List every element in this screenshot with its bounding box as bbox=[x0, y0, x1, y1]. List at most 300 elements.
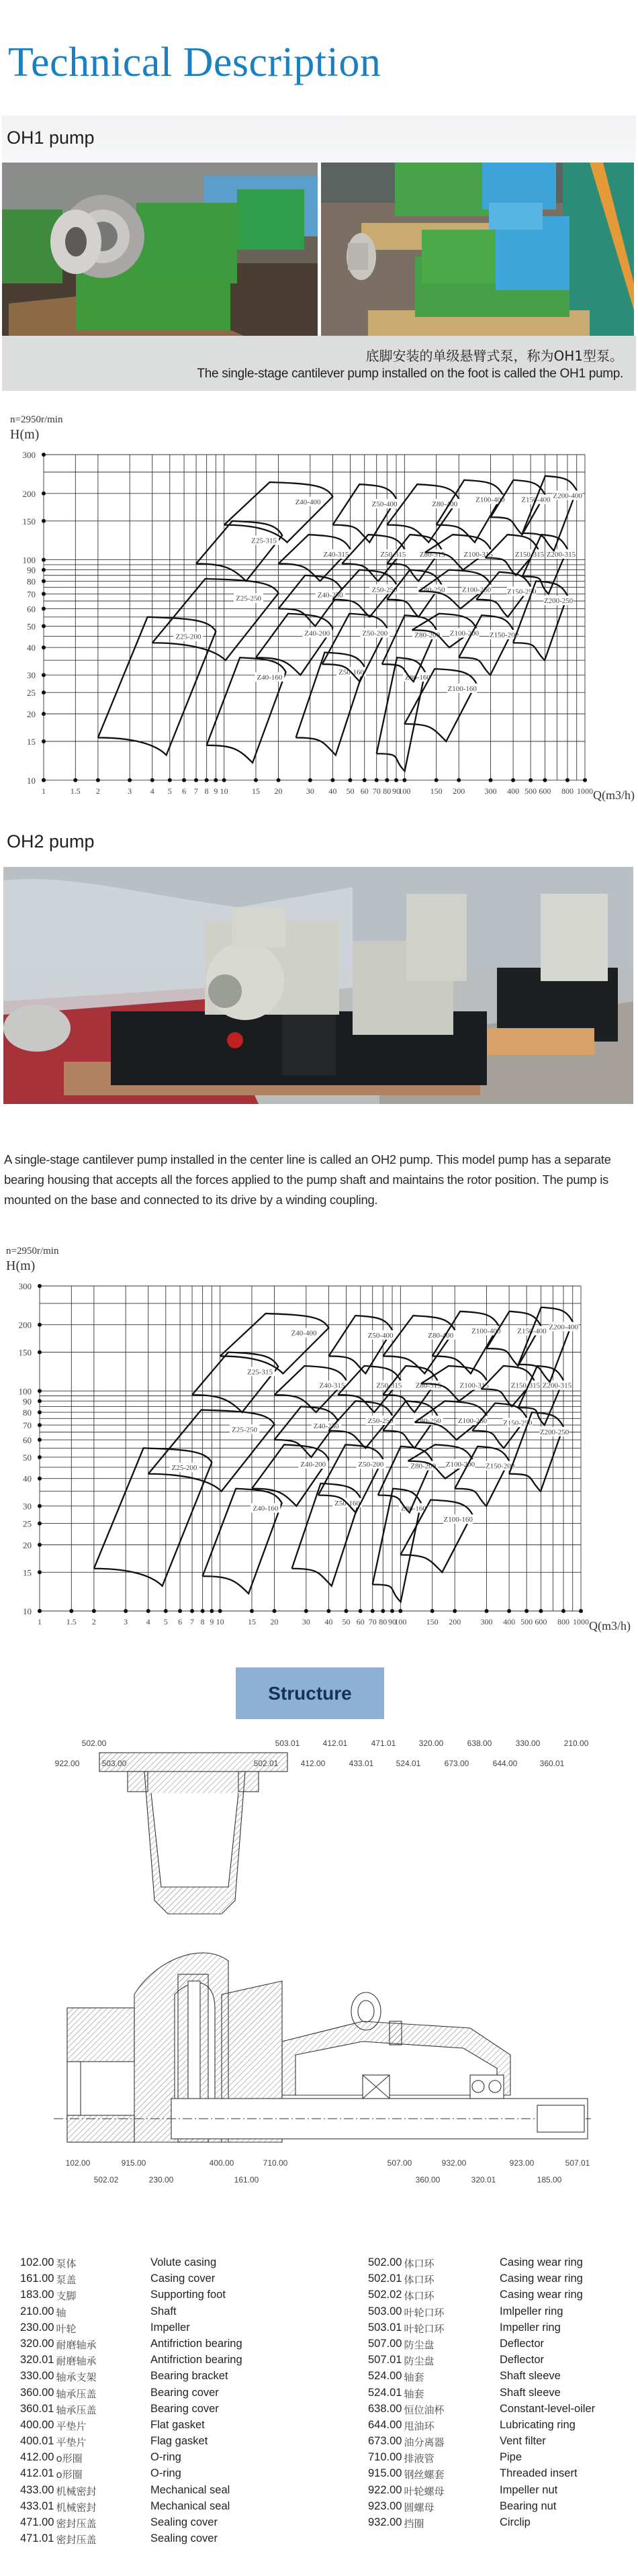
part-name-chinese: 体口环 bbox=[404, 2290, 435, 2303]
svg-text:400.00: 400.00 bbox=[209, 2158, 234, 2168]
parts-list-row bbox=[20, 2272, 216, 2289]
oh1-photo-left bbox=[2, 163, 318, 336]
svg-text:Z150-315: Z150-315 bbox=[514, 550, 545, 559]
oh2-section-label: OH2 pump bbox=[7, 831, 95, 852]
parts-list-row bbox=[20, 2483, 230, 2500]
part-name-english: Lubricating ring bbox=[500, 2418, 576, 2431]
parts-list-row bbox=[368, 2467, 578, 2483]
svg-text:915.00: 915.00 bbox=[121, 2158, 146, 2168]
svg-text:15: 15 bbox=[23, 1567, 32, 1578]
svg-text:Z50-400: Z50-400 bbox=[371, 500, 398, 508]
svg-text:7: 7 bbox=[190, 1617, 195, 1626]
svg-text:500: 500 bbox=[520, 1617, 533, 1626]
part-name-english: Threaded insert bbox=[500, 2467, 578, 2480]
svg-text:Z50-400: Z50-400 bbox=[367, 1331, 394, 1340]
part-number: 320.00 bbox=[20, 2337, 54, 2350]
parts-list-row bbox=[368, 2337, 545, 2354]
parts-list-row bbox=[368, 2289, 583, 2305]
svg-text:507.00: 507.00 bbox=[387, 2158, 412, 2168]
part-name-english: Vent filter bbox=[500, 2435, 546, 2448]
page-title: Technical Description bbox=[8, 40, 381, 85]
svg-text:600: 600 bbox=[535, 1617, 547, 1626]
svg-text:Z150-200: Z150-200 bbox=[489, 631, 519, 639]
svg-text:Z100-160: Z100-160 bbox=[447, 684, 477, 693]
part-number: 161.00 bbox=[20, 2272, 54, 2285]
part-name-english: Bearing nut bbox=[500, 2499, 557, 2512]
oh1-section-label: OH1 pump bbox=[7, 128, 95, 148]
part-name-chinese: 恒位油杯 bbox=[404, 2403, 445, 2416]
svg-text:210.00: 210.00 bbox=[563, 1739, 589, 1748]
part-number: 471.00 bbox=[20, 2516, 54, 2528]
part-name-english: Bearing cover bbox=[150, 2386, 219, 2399]
parts-list-left bbox=[20, 2256, 242, 2548]
svg-text:Z150-315: Z150-315 bbox=[510, 1381, 541, 1390]
svg-text:Z50-250: Z50-250 bbox=[367, 1417, 394, 1426]
svg-text:Z100-200: Z100-200 bbox=[449, 629, 480, 638]
part-name-english: Shaft sleeve bbox=[500, 2386, 561, 2399]
svg-text:Z50-315: Z50-315 bbox=[380, 550, 406, 559]
svg-text:412.01: 412.01 bbox=[322, 1739, 348, 1748]
svg-text:10: 10 bbox=[23, 1606, 32, 1616]
part-name-chinese: 平垫片 bbox=[56, 2436, 87, 2449]
svg-text:300: 300 bbox=[484, 786, 497, 796]
part-name-english: Mechanical seal bbox=[150, 2499, 230, 2512]
parts-list-row bbox=[368, 2435, 546, 2451]
part-name-chinese: 密封压盖 bbox=[56, 2518, 97, 2530]
part-name-chinese: 防尘盘 bbox=[404, 2355, 435, 2368]
svg-text:Z40-200: Z40-200 bbox=[304, 629, 330, 638]
part-name-chinese: 体口环 bbox=[404, 2274, 435, 2287]
parts-list-row bbox=[20, 2467, 181, 2483]
svg-text:502.01: 502.01 bbox=[253, 1759, 279, 1768]
svg-text:644.00: 644.00 bbox=[492, 1759, 518, 1768]
svg-text:H(m): H(m) bbox=[10, 427, 40, 442]
svg-text:400: 400 bbox=[507, 786, 520, 796]
part-number: 433.01 bbox=[20, 2499, 54, 2512]
svg-text:1: 1 bbox=[42, 786, 46, 796]
svg-text:200: 200 bbox=[449, 1617, 461, 1626]
svg-text:Z100-160: Z100-160 bbox=[443, 1516, 473, 1524]
part-name-english: Impeller nut bbox=[500, 2483, 558, 2496]
oh2-performance-chart bbox=[0, 1222, 638, 1639]
svg-text:30: 30 bbox=[23, 1501, 32, 1512]
oh1-header-band bbox=[2, 116, 636, 161]
part-number: 230.00 bbox=[20, 2321, 54, 2334]
svg-text:Z80-160: Z80-160 bbox=[405, 673, 430, 682]
svg-text:500: 500 bbox=[525, 786, 537, 796]
parts-list-row bbox=[20, 2354, 242, 2370]
part-number: 400.01 bbox=[20, 2435, 54, 2448]
svg-text:Z50-160: Z50-160 bbox=[338, 668, 365, 677]
svg-text:923.00: 923.00 bbox=[509, 2158, 535, 2168]
part-number: 915.00 bbox=[368, 2467, 402, 2480]
svg-text:30: 30 bbox=[27, 670, 36, 681]
part-number: 502.00 bbox=[368, 2256, 402, 2268]
svg-text:Z25-200: Z25-200 bbox=[171, 1464, 197, 1473]
parts-list-row bbox=[20, 2289, 226, 2305]
parts-list-row bbox=[368, 2418, 576, 2435]
svg-text:Z25-250: Z25-250 bbox=[232, 1426, 258, 1434]
parts-list-row bbox=[20, 2305, 177, 2321]
part-name-chinese: 泵体 bbox=[56, 2258, 77, 2270]
svg-text:25: 25 bbox=[23, 1518, 32, 1529]
svg-text:Z80-200: Z80-200 bbox=[414, 631, 441, 639]
part-number: 932.00 bbox=[368, 2516, 402, 2528]
svg-text:400: 400 bbox=[503, 1617, 516, 1626]
part-number: 923.00 bbox=[368, 2499, 402, 2512]
svg-text:40: 40 bbox=[23, 1473, 32, 1484]
part-name-english: Flat gasket bbox=[150, 2418, 205, 2431]
part-name-chinese: 叶轮螺母 bbox=[404, 2485, 445, 2497]
svg-text:1000: 1000 bbox=[577, 786, 593, 796]
svg-text:433.01: 433.01 bbox=[349, 1759, 374, 1768]
svg-text:9: 9 bbox=[210, 1617, 214, 1626]
svg-text:150: 150 bbox=[430, 786, 443, 796]
part-name-chinese: 支脚 bbox=[56, 2290, 77, 2303]
svg-text:330.00: 330.00 bbox=[515, 1739, 541, 1748]
parts-list-row bbox=[368, 2402, 596, 2419]
svg-text:4: 4 bbox=[150, 786, 154, 796]
svg-text:7: 7 bbox=[194, 786, 199, 796]
part-name-chinese: 叶轮口环 bbox=[404, 2322, 445, 2335]
svg-text:800: 800 bbox=[561, 786, 574, 796]
part-name-chinese: 叶轮口环 bbox=[404, 2306, 445, 2319]
svg-text:Z100-400: Z100-400 bbox=[471, 1327, 501, 1336]
part-name-english: O-ring bbox=[150, 2467, 181, 2480]
part-number: 412.01 bbox=[20, 2467, 54, 2480]
parts-list-row bbox=[20, 2337, 242, 2354]
part-name-english: Impeller bbox=[150, 2321, 190, 2334]
svg-text:471.01: 471.01 bbox=[371, 1739, 396, 1748]
svg-text:9: 9 bbox=[214, 786, 218, 796]
parts-list-row bbox=[368, 2272, 583, 2289]
part-name-chinese: 钢丝螺套 bbox=[404, 2469, 445, 2481]
svg-text:70: 70 bbox=[23, 1420, 32, 1431]
part-number: 524.00 bbox=[368, 2370, 402, 2383]
part-name-english: Pipe bbox=[500, 2451, 522, 2464]
part-name-chinese: 泵盖 bbox=[56, 2274, 77, 2287]
svg-text:932.00: 932.00 bbox=[441, 2158, 467, 2168]
svg-text:6: 6 bbox=[182, 786, 187, 796]
svg-text:60: 60 bbox=[356, 1617, 365, 1626]
part-name-chinese: 叶轮 bbox=[56, 2322, 77, 2335]
svg-text:Z50-315: Z50-315 bbox=[376, 1381, 402, 1390]
parts-list-row bbox=[20, 2418, 205, 2435]
svg-text:70: 70 bbox=[372, 786, 381, 796]
part-name-chinese: 体口环 bbox=[404, 2258, 435, 2270]
oh2-description: A single-stage cantilever pump installed in the center line is called an OH2 pump. This model pump has a separate bearing housing that accepts all the forces applied to the pump shaft and maintains the rotor position. The pump is mounted on the base and connected to its drive by a winding coupling. bbox=[4, 1152, 611, 1207]
part-number: 360.01 bbox=[20, 2402, 54, 2415]
parts-list-row bbox=[368, 2256, 583, 2272]
svg-text:524.01: 524.01 bbox=[396, 1759, 421, 1768]
part-number: 320.01 bbox=[20, 2354, 54, 2366]
oh2-photo bbox=[3, 867, 633, 1104]
part-number: 502.02 bbox=[368, 2289, 402, 2301]
svg-text:Z100-200: Z100-200 bbox=[445, 1461, 475, 1469]
part-name-english: Antifriction bearing bbox=[150, 2337, 242, 2350]
svg-text:Q(m3/h): Q(m3/h) bbox=[589, 1619, 631, 1632]
part-name-english: Shaft sleeve bbox=[500, 2370, 561, 2383]
part-number: 502.01 bbox=[368, 2272, 402, 2285]
svg-text:60: 60 bbox=[23, 1435, 32, 1446]
svg-text:4: 4 bbox=[146, 1617, 150, 1626]
parts-list-row bbox=[368, 2499, 557, 2516]
parts-list-row bbox=[20, 2435, 208, 2451]
svg-text:Z40-250: Z40-250 bbox=[317, 591, 343, 600]
svg-text:Z40-400: Z40-400 bbox=[295, 498, 321, 506]
svg-text:150: 150 bbox=[18, 1347, 32, 1358]
parts-list-row bbox=[20, 2256, 217, 2272]
svg-text:Z25-315: Z25-315 bbox=[247, 1368, 273, 1377]
part-number: 673.00 bbox=[368, 2435, 402, 2448]
part-number: 638.00 bbox=[368, 2402, 402, 2415]
part-name-chinese: 轴套 bbox=[404, 2371, 424, 2384]
parts-list-row bbox=[20, 2402, 219, 2419]
part-name-chinese: 密封压盖 bbox=[56, 2534, 97, 2546]
svg-text:300: 300 bbox=[18, 1281, 32, 1291]
svg-text:15: 15 bbox=[251, 786, 260, 796]
part-number: 644.00 bbox=[368, 2418, 402, 2431]
svg-text:502.00: 502.00 bbox=[81, 1739, 107, 1748]
svg-text:Z150-250: Z150-250 bbox=[502, 1419, 533, 1428]
svg-text:6: 6 bbox=[178, 1617, 183, 1626]
svg-text:20: 20 bbox=[23, 1540, 32, 1551]
svg-text:502.02: 502.02 bbox=[93, 2175, 119, 2184]
parts-list-row bbox=[20, 2370, 228, 2386]
part-name-english: Bearing bracket bbox=[150, 2370, 228, 2383]
svg-text:Z150-400: Z150-400 bbox=[517, 1327, 547, 1336]
oh1-performance-chart bbox=[0, 403, 638, 806]
svg-text:n=2950r/min: n=2950r/min bbox=[6, 1246, 59, 1256]
svg-text:50: 50 bbox=[342, 1617, 351, 1626]
oh1-caption-chinese: 底脚安装的单级悬臂式泵，称为OH1型泵。 bbox=[365, 348, 623, 364]
svg-text:80: 80 bbox=[27, 576, 36, 587]
part-name-english: Imlpeller ring bbox=[500, 2305, 563, 2317]
svg-text:5: 5 bbox=[163, 1617, 168, 1626]
part-name-english: Casing wear ring bbox=[500, 2289, 583, 2301]
svg-text:Z50-160: Z50-160 bbox=[334, 1499, 361, 1508]
parts-list-row bbox=[20, 2451, 181, 2467]
part-name-english: Antifriction bearing bbox=[150, 2354, 242, 2366]
svg-text:30: 30 bbox=[302, 1617, 310, 1626]
svg-text:Z25-315: Z25-315 bbox=[251, 537, 277, 545]
part-name-english: Sealing cover bbox=[150, 2532, 218, 2545]
svg-text:70: 70 bbox=[368, 1617, 377, 1626]
part-name-english: Supporting foot bbox=[150, 2289, 226, 2301]
part-name-english: Deflector bbox=[500, 2354, 545, 2366]
part-number: 471.01 bbox=[20, 2532, 54, 2545]
svg-text:n=2950r/min: n=2950r/min bbox=[10, 414, 63, 425]
part-name-chinese: o形圈 bbox=[56, 2469, 83, 2481]
parts-list-row bbox=[20, 2516, 218, 2532]
part-name-chinese: o形圈 bbox=[56, 2452, 83, 2465]
svg-text:100: 100 bbox=[18, 1386, 32, 1397]
svg-text:Z200-315: Z200-315 bbox=[546, 550, 576, 559]
svg-text:3: 3 bbox=[124, 1617, 128, 1626]
svg-text:Z40-160: Z40-160 bbox=[257, 673, 283, 682]
svg-text:90: 90 bbox=[27, 565, 36, 576]
svg-text:800: 800 bbox=[557, 1617, 569, 1626]
part-name-english: Volute casing bbox=[150, 2256, 217, 2268]
svg-text:20: 20 bbox=[274, 786, 283, 796]
svg-text:Z40-200: Z40-200 bbox=[300, 1461, 326, 1469]
parts-list-row bbox=[368, 2483, 558, 2500]
svg-text:Z100-250: Z100-250 bbox=[461, 586, 492, 594]
svg-text:Z50-200: Z50-200 bbox=[362, 629, 388, 638]
svg-text:Z80-160: Z80-160 bbox=[401, 1504, 426, 1513]
parts-list-row bbox=[20, 2386, 219, 2403]
svg-text:Z40-315: Z40-315 bbox=[323, 550, 349, 559]
svg-text:40: 40 bbox=[27, 643, 36, 653]
svg-text:300: 300 bbox=[480, 1617, 493, 1626]
svg-text:Z200-400: Z200-400 bbox=[549, 1323, 578, 1332]
pump-cross-section-diagram bbox=[0, 1739, 638, 2184]
part-name-chinese: 机械密封 bbox=[56, 2501, 97, 2514]
part-number: 710.00 bbox=[368, 2451, 402, 2464]
parts-list-row bbox=[20, 2532, 218, 2548]
part-number: 183.00 bbox=[20, 2289, 54, 2301]
svg-text:60: 60 bbox=[27, 604, 36, 614]
svg-text:40: 40 bbox=[324, 1617, 333, 1626]
svg-text:Z25-200: Z25-200 bbox=[175, 633, 201, 641]
part-name-english: O-ring bbox=[150, 2451, 181, 2464]
svg-text:412.00: 412.00 bbox=[300, 1759, 326, 1768]
part-name-english: Casing wear ring bbox=[500, 2256, 583, 2268]
part-number: 360.00 bbox=[20, 2386, 54, 2399]
svg-text:90: 90 bbox=[392, 786, 401, 796]
svg-text:600: 600 bbox=[539, 786, 551, 796]
svg-text:100: 100 bbox=[398, 786, 411, 796]
svg-text:922.00: 922.00 bbox=[54, 1759, 80, 1768]
svg-text:15: 15 bbox=[247, 1617, 256, 1626]
svg-text:185.00: 185.00 bbox=[537, 2175, 562, 2184]
parts-list-row bbox=[368, 2386, 561, 2403]
svg-text:1000: 1000 bbox=[573, 1617, 589, 1626]
part-number: 503.00 bbox=[368, 2305, 402, 2317]
svg-text:320.01: 320.01 bbox=[471, 2175, 496, 2184]
part-number: 210.00 bbox=[20, 2305, 54, 2317]
part-name-chinese: 轴 bbox=[56, 2306, 66, 2319]
part-name-chinese: 耐磨轴承 bbox=[56, 2355, 97, 2368]
parts-list-row bbox=[368, 2516, 531, 2532]
svg-text:20: 20 bbox=[27, 709, 36, 720]
part-name-english: Casing cover bbox=[150, 2272, 216, 2285]
svg-text:Z80-250: Z80-250 bbox=[415, 1417, 441, 1426]
svg-text:Z80-400: Z80-400 bbox=[428, 1331, 454, 1340]
part-number: 922.00 bbox=[368, 2483, 402, 2496]
part-name-english: Casing wear ring bbox=[500, 2272, 583, 2285]
svg-text:503.01: 503.01 bbox=[275, 1739, 300, 1748]
part-number: 102.00 bbox=[20, 2256, 54, 2268]
part-name-chinese: 平垫片 bbox=[56, 2420, 87, 2432]
svg-text:Z150-200: Z150-200 bbox=[485, 1462, 515, 1471]
svg-text:507.01: 507.01 bbox=[565, 2158, 590, 2168]
part-number: 503.01 bbox=[368, 2321, 402, 2334]
part-name-chinese: 轴承支架 bbox=[56, 2371, 97, 2384]
part-name-chinese: 机械密封 bbox=[56, 2485, 97, 2497]
svg-text:Z200-250: Z200-250 bbox=[539, 1428, 569, 1436]
svg-text:80: 80 bbox=[383, 786, 392, 796]
svg-text:Z40-315: Z40-315 bbox=[319, 1381, 345, 1390]
svg-text:Z40-160: Z40-160 bbox=[253, 1504, 279, 1513]
svg-text:H(m): H(m) bbox=[6, 1258, 36, 1273]
svg-text:80: 80 bbox=[379, 1617, 388, 1626]
svg-text:10: 10 bbox=[220, 786, 228, 796]
part-name-english: Deflector bbox=[500, 2337, 545, 2350]
svg-text:Z200-400: Z200-400 bbox=[553, 492, 582, 500]
svg-text:Z40-400: Z40-400 bbox=[291, 1329, 317, 1338]
svg-text:50: 50 bbox=[27, 621, 36, 632]
svg-text:70: 70 bbox=[27, 589, 36, 600]
svg-text:673.00: 673.00 bbox=[444, 1759, 469, 1768]
svg-text:161.00: 161.00 bbox=[234, 2175, 259, 2184]
svg-text:25: 25 bbox=[27, 688, 36, 698]
svg-text:10: 10 bbox=[27, 775, 36, 786]
parts-list-row bbox=[368, 2451, 522, 2467]
parts-list-row bbox=[368, 2354, 545, 2370]
parts-list-row bbox=[368, 2321, 561, 2338]
svg-text:300: 300 bbox=[22, 450, 36, 460]
svg-text:30: 30 bbox=[306, 786, 314, 796]
part-name-english: Shaft bbox=[150, 2305, 177, 2317]
svg-text:Z40-250: Z40-250 bbox=[313, 1422, 339, 1431]
svg-text:102.00: 102.00 bbox=[65, 2158, 91, 2168]
svg-text:710.00: 710.00 bbox=[263, 2158, 288, 2168]
svg-text:10: 10 bbox=[216, 1617, 224, 1626]
svg-text:15: 15 bbox=[27, 737, 36, 747]
svg-text:Z80-250: Z80-250 bbox=[419, 586, 445, 594]
part-number: 400.00 bbox=[20, 2418, 54, 2431]
svg-text:20: 20 bbox=[270, 1617, 279, 1626]
svg-text:Z50-200: Z50-200 bbox=[358, 1461, 384, 1469]
svg-text:60: 60 bbox=[360, 786, 369, 796]
part-name-english: Sealing cover bbox=[150, 2516, 218, 2528]
svg-text:40: 40 bbox=[328, 786, 337, 796]
oh1-photo-right bbox=[321, 163, 634, 336]
svg-text:90: 90 bbox=[23, 1396, 32, 1407]
part-number: 330.00 bbox=[20, 2370, 54, 2383]
part-name-english: Constant-level-oiler bbox=[500, 2402, 596, 2415]
svg-text:200: 200 bbox=[22, 488, 36, 499]
part-name-english: Bearing cover bbox=[150, 2402, 219, 2415]
svg-text:Z150-250: Z150-250 bbox=[506, 588, 537, 596]
svg-text:Z80-315: Z80-315 bbox=[415, 1381, 441, 1390]
part-name-chinese: 甩油环 bbox=[404, 2420, 435, 2432]
svg-text:Z100-400: Z100-400 bbox=[475, 496, 505, 504]
svg-text:100: 100 bbox=[394, 1617, 407, 1626]
part-number: 412.00 bbox=[20, 2451, 54, 2464]
svg-text:Z80-315: Z80-315 bbox=[419, 550, 445, 559]
part-name-chinese: 排液管 bbox=[404, 2452, 435, 2465]
structure-tab-button[interactable]: Structure bbox=[236, 1667, 384, 1719]
part-name-english: Circlip bbox=[500, 2516, 531, 2528]
svg-text:360.00: 360.00 bbox=[415, 2175, 441, 2184]
oh1-caption-english: The single-stage cantilever pump installed on the foot is called the OH1 pump. bbox=[197, 367, 623, 381]
part-name-english: Flag gasket bbox=[150, 2435, 208, 2448]
svg-text:320.00: 320.00 bbox=[418, 1739, 444, 1748]
svg-text:200: 200 bbox=[453, 786, 465, 796]
svg-text:230.00: 230.00 bbox=[148, 2175, 174, 2184]
svg-text:Q(m3/h): Q(m3/h) bbox=[593, 788, 635, 802]
part-number: 507.00 bbox=[368, 2337, 402, 2350]
svg-text:Z100-315: Z100-315 bbox=[459, 1381, 489, 1390]
parts-list-row bbox=[20, 2321, 190, 2338]
parts-list-row bbox=[368, 2370, 561, 2386]
svg-text:Z200-250: Z200-250 bbox=[543, 597, 574, 606]
part-name-chinese: 耐磨轴承 bbox=[56, 2338, 97, 2351]
svg-text:150: 150 bbox=[426, 1617, 439, 1626]
part-name-english: Mechanical seal bbox=[150, 2483, 230, 2496]
